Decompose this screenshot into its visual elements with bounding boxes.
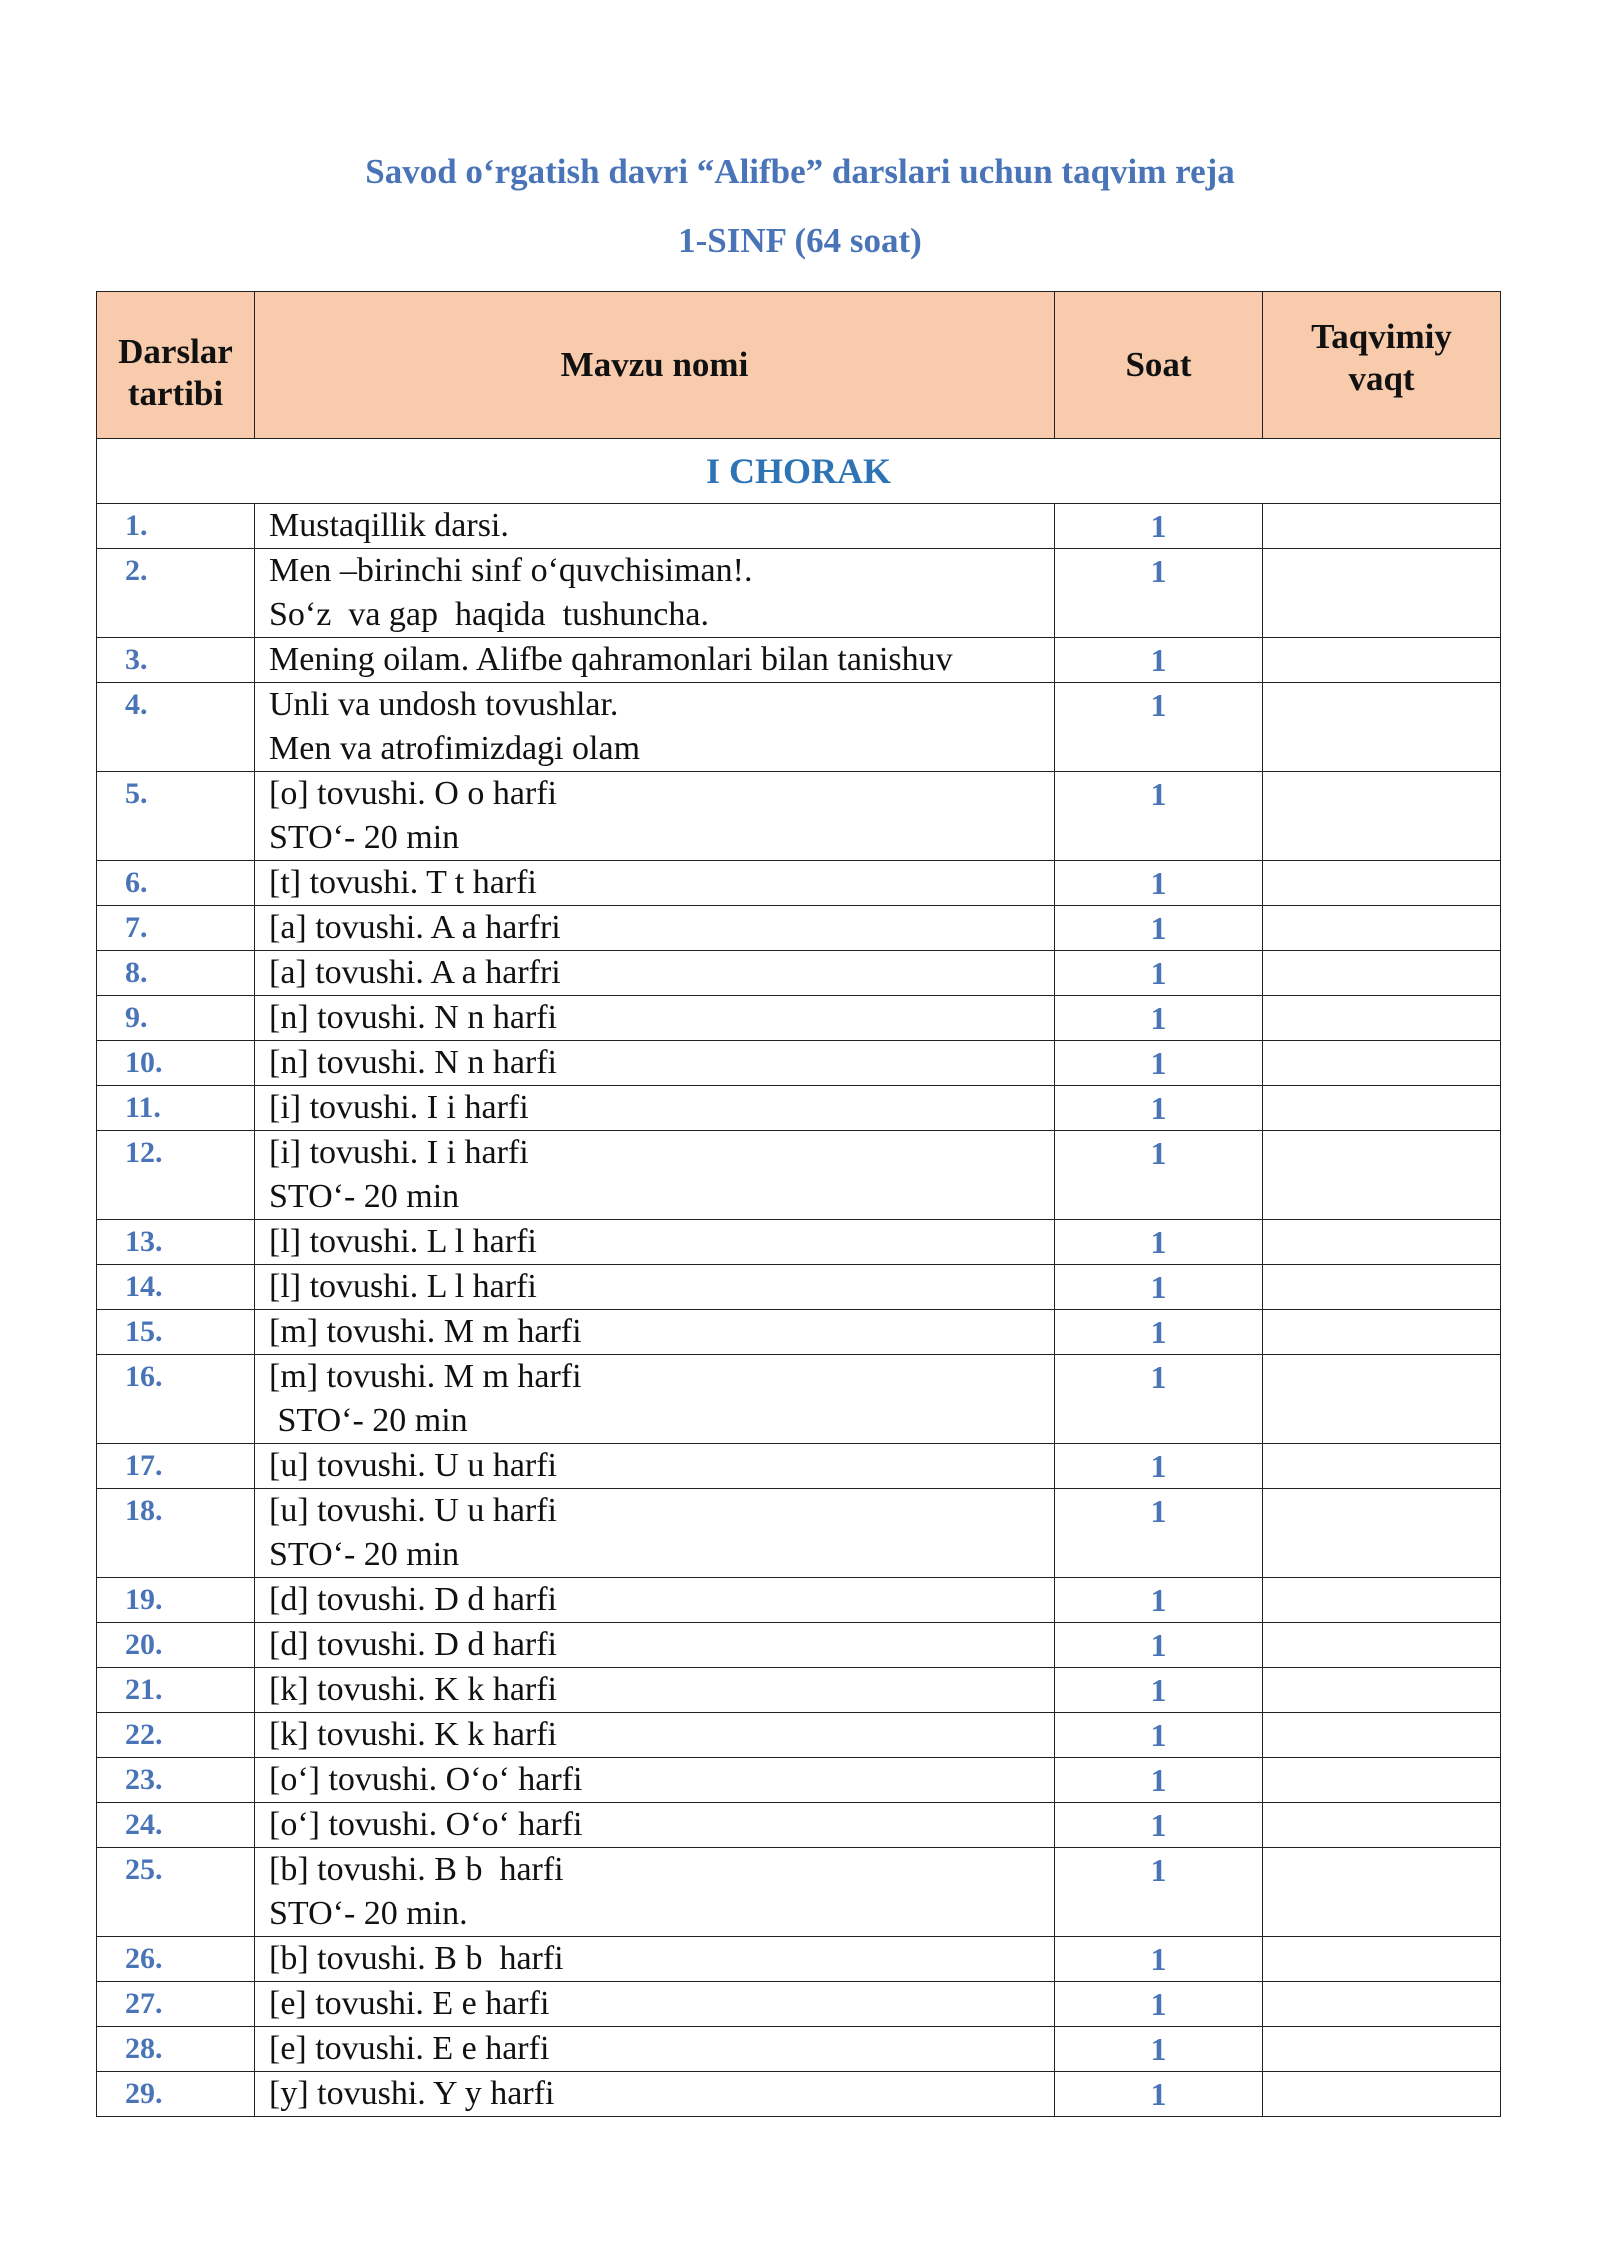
lesson-topic: [255, 1623, 1055, 1668]
lesson-topic: [255, 1131, 1055, 1220]
lesson-hours: 1: [1055, 1444, 1263, 1489]
lesson-topic-line: Mening oilam. Alifbe qahramonlari bilan tanishuv: [269, 641, 953, 678]
lesson-topic-line: [u] tovushi. U u harfi: [269, 1492, 558, 1529]
table-row: [97, 1758, 1501, 1803]
lesson-topic: [255, 1803, 1055, 1848]
lesson-hours: 1: [1055, 996, 1263, 1041]
header-topic: Mavzu nomi: [255, 292, 1055, 439]
lesson-calendar-time: [1263, 2027, 1501, 2072]
lesson-hours: 1: [1055, 861, 1263, 906]
table-row: [97, 1355, 1501, 1444]
lesson-calendar-time: [1263, 1578, 1501, 1623]
lesson-number: 13.: [97, 1220, 255, 1265]
lesson-topic: [255, 683, 1055, 772]
lesson-calendar-time: [1263, 1220, 1501, 1265]
header-lesson-order-line1: Darslar: [118, 332, 233, 371]
lesson-calendar-time: [1263, 861, 1501, 906]
lesson-calendar-time: [1263, 1668, 1501, 1713]
lesson-hours: 1: [1055, 1355, 1263, 1444]
document-subtitle: 1-SINF (64 soat): [678, 221, 922, 260]
lesson-number: 20.: [97, 1623, 255, 1668]
lesson-calendar-time: [1263, 504, 1501, 549]
lesson-hours: 1: [1055, 1848, 1263, 1937]
lesson-number: 7.: [97, 906, 255, 951]
lesson-number: 26.: [97, 1937, 255, 1982]
table-row: [97, 996, 1501, 1041]
lesson-hours: 1: [1055, 1220, 1263, 1265]
lesson-number: 24.: [97, 1803, 255, 1848]
lesson-calendar-time: [1263, 2072, 1501, 2117]
lesson-hours: 1: [1055, 1758, 1263, 1803]
lesson-topic-line: [l] tovushi. L l harfi: [269, 1223, 537, 1260]
lesson-number: 28.: [97, 2027, 255, 2072]
lesson-plan-table: [96, 291, 1501, 2117]
table-row: [97, 772, 1501, 861]
lesson-topic: [255, 504, 1055, 549]
lesson-topic: [255, 1713, 1055, 1758]
table-row: [97, 2027, 1501, 2072]
lesson-number: 17.: [97, 1444, 255, 1489]
lesson-number: 29.: [97, 2072, 255, 2117]
lesson-hours: 1: [1055, 1713, 1263, 1758]
lesson-number: 27.: [97, 1982, 255, 2027]
table-row: [97, 1623, 1501, 1668]
lesson-topic: [255, 1355, 1055, 1444]
lesson-number: 9.: [97, 996, 255, 1041]
lesson-topic: [255, 1041, 1055, 1086]
lesson-hours: 1: [1055, 1668, 1263, 1713]
header-lesson-order: [97, 292, 255, 439]
lesson-hours: 1: [1055, 1131, 1263, 1220]
lesson-topic-line: Men va atrofimizdagi olam: [269, 730, 641, 767]
lesson-number: 3.: [97, 638, 255, 683]
lesson-number: 23.: [97, 1758, 255, 1803]
lesson-calendar-time: [1263, 1131, 1501, 1220]
lesson-number: 14.: [97, 1265, 255, 1310]
lesson-number: 8.: [97, 951, 255, 996]
table-row: [97, 549, 1501, 638]
header-calendar-time: [1263, 292, 1501, 439]
lesson-topic: [255, 1489, 1055, 1578]
table-row: [97, 1578, 1501, 1623]
lesson-hours: 1: [1055, 638, 1263, 683]
lesson-topic-line: Men –birinchi sinf o‘quvchisiman!.: [269, 552, 753, 589]
table-row: [97, 861, 1501, 906]
lesson-calendar-time: [1263, 772, 1501, 861]
lesson-hours: 1: [1055, 1310, 1263, 1355]
lesson-topic-line: [o‘] tovushi. O‘o‘ harfi: [269, 1761, 583, 1798]
lesson-number: 15.: [97, 1310, 255, 1355]
lesson-topic: [255, 906, 1055, 951]
lesson-hours: 1: [1055, 1623, 1263, 1668]
lesson-topic-line: [m] tovushi. M m harfi: [269, 1313, 582, 1350]
lesson-topic-line: [n] tovushi. N n harfi: [269, 1044, 558, 1081]
lesson-topic-line: Unli va undosh tovushlar.: [269, 686, 619, 723]
lesson-number: 18.: [97, 1489, 255, 1578]
lesson-topic: [255, 2072, 1055, 2117]
lesson-calendar-time: [1263, 1444, 1501, 1489]
lesson-number: 21.: [97, 1668, 255, 1713]
lesson-number: 2.: [97, 549, 255, 638]
lesson-topic-line: So‘z va gap haqida tushuncha.: [269, 596, 709, 633]
header-calendar-time-line2: vaqt: [1348, 359, 1415, 398]
lesson-topic-line: [k] tovushi. K k harfi: [269, 1716, 558, 1753]
table-row: [97, 1444, 1501, 1489]
lesson-calendar-time: [1263, 906, 1501, 951]
table-row: [97, 1131, 1501, 1220]
lesson-topic-line: [b] tovushi. B b harfi: [269, 1851, 564, 1888]
lesson-topic: [255, 1982, 1055, 2027]
lesson-topic-line: STO‘- 20 min.: [269, 1895, 468, 1932]
lesson-hours: 1: [1055, 951, 1263, 996]
lesson-hours: 1: [1055, 2027, 1263, 2072]
table-row: [97, 1265, 1501, 1310]
lesson-topic: [255, 1758, 1055, 1803]
lesson-topic: [255, 2027, 1055, 2072]
lesson-topic-line: [d] tovushi. D d harfi: [269, 1581, 558, 1618]
lesson-topic: [255, 1444, 1055, 1489]
lesson-topic-line: [e] tovushi. E e harfi: [269, 1985, 550, 2022]
table-row: [97, 1668, 1501, 1713]
section-title: I CHORAK: [97, 439, 1501, 504]
lesson-hours: 1: [1055, 772, 1263, 861]
lesson-topic-line: Mustaqillik darsi.: [269, 507, 509, 544]
lesson-number: 22.: [97, 1713, 255, 1758]
header-calendar-time-line1: Taqvimiy: [1311, 317, 1452, 356]
table-row: [97, 504, 1501, 549]
lesson-topic: [255, 1668, 1055, 1713]
lesson-calendar-time: [1263, 638, 1501, 683]
lesson-hours: 1: [1055, 1803, 1263, 1848]
lesson-topic-line: [o‘] tovushi. O‘o‘ harfi: [269, 1806, 583, 1843]
lesson-topic-line: [t] tovushi. T t harfi: [269, 864, 537, 901]
lesson-number: 16.: [97, 1355, 255, 1444]
section-row: [97, 439, 1501, 504]
table-row: [97, 1937, 1501, 1982]
table-row: [97, 2072, 1501, 2117]
lesson-hours: 1: [1055, 1265, 1263, 1310]
lesson-hours: 1: [1055, 1982, 1263, 2027]
lesson-topic: [255, 1220, 1055, 1265]
lesson-calendar-time: [1263, 1937, 1501, 1982]
lesson-number: 10.: [97, 1041, 255, 1086]
lesson-topic-line: [i] tovushi. I i harfi: [269, 1134, 529, 1171]
lesson-calendar-time: [1263, 1041, 1501, 1086]
table-row: [97, 638, 1501, 683]
lesson-topic-line: [l] tovushi. L l harfi: [269, 1268, 537, 1305]
lesson-topic: [255, 549, 1055, 638]
lesson-number: 6.: [97, 861, 255, 906]
lesson-calendar-time: [1263, 683, 1501, 772]
lesson-calendar-time: [1263, 1982, 1501, 2027]
lesson-number: 25.: [97, 1848, 255, 1937]
table-row: [97, 683, 1501, 772]
lesson-calendar-time: [1263, 1803, 1501, 1848]
table-row: [97, 906, 1501, 951]
lesson-number: 5.: [97, 772, 255, 861]
table-row: [97, 1848, 1501, 1937]
lesson-topic-line: [u] tovushi. U u harfi: [269, 1447, 558, 1484]
lesson-calendar-time: [1263, 1848, 1501, 1937]
lesson-topic-line: [d] tovushi. D d harfi: [269, 1626, 558, 1663]
table-row: [97, 1310, 1501, 1355]
lesson-topic-line: [a] tovushi. A a harfri: [269, 954, 561, 991]
lesson-calendar-time: [1263, 1758, 1501, 1803]
lesson-calendar-time: [1263, 1489, 1501, 1578]
lesson-hours: 1: [1055, 504, 1263, 549]
table-header: [97, 292, 1501, 439]
lesson-calendar-time: [1263, 1086, 1501, 1131]
lesson-number: 19.: [97, 1578, 255, 1623]
lesson-topic: [255, 1848, 1055, 1937]
lesson-topic: [255, 772, 1055, 861]
table-row: [97, 1489, 1501, 1578]
lesson-number: 11.: [97, 1086, 255, 1131]
lesson-calendar-time: [1263, 951, 1501, 996]
header-lesson-order-line2: tartibi: [127, 374, 224, 413]
header-hours: Soat: [1055, 292, 1263, 439]
lesson-hours: 1: [1055, 1489, 1263, 1578]
table-row: [97, 1086, 1501, 1131]
lesson-topic-line: [k] tovushi. K k harfi: [269, 1671, 558, 1708]
lesson-topic: [255, 1265, 1055, 1310]
table-row: [97, 1803, 1501, 1848]
lesson-topic-line: [n] tovushi. N n harfi: [269, 999, 558, 1036]
table-row: [97, 951, 1501, 996]
lesson-topic: [255, 1086, 1055, 1131]
table-row: [97, 1041, 1501, 1086]
lesson-topic-line: STO‘- 20 min: [269, 1536, 460, 1573]
lesson-topic-line: [b] tovushi. B b harfi: [269, 1940, 564, 1977]
lesson-topic-line: [o] tovushi. O o harfi: [269, 775, 558, 812]
lesson-calendar-time: [1263, 1355, 1501, 1444]
lesson-hours: 1: [1055, 1937, 1263, 1982]
lesson-topic: [255, 951, 1055, 996]
lesson-number: 4.: [97, 683, 255, 772]
lesson-topic: [255, 638, 1055, 683]
lesson-topic-line: STO‘- 20 min: [269, 819, 460, 856]
lesson-topic: [255, 996, 1055, 1041]
table-row: [97, 1713, 1501, 1758]
lesson-calendar-time: [1263, 1623, 1501, 1668]
table-row: [97, 1982, 1501, 2027]
lesson-hours: 1: [1055, 1086, 1263, 1131]
lesson-hours: 1: [1055, 683, 1263, 772]
lesson-hours: 1: [1055, 549, 1263, 638]
lesson-topic-line: STO‘- 20 min: [269, 1178, 460, 1215]
lesson-topic-line: STO‘- 20 min: [269, 1402, 468, 1439]
lesson-hours: 1: [1055, 1041, 1263, 1086]
lesson-topic-line: [m] tovushi. M m harfi: [269, 1358, 582, 1395]
table-body: [97, 439, 1501, 2117]
lesson-calendar-time: [1263, 996, 1501, 1041]
lesson-calendar-time: [1263, 1310, 1501, 1355]
lesson-topic: [255, 861, 1055, 906]
lesson-topic-line: [e] tovushi. E e harfi: [269, 2030, 550, 2067]
lesson-topic: [255, 1937, 1055, 1982]
lesson-topic-line: [a] tovushi. A a harfri: [269, 909, 561, 946]
lesson-topic-line: [i] tovushi. I i harfi: [269, 1089, 529, 1126]
document-title: Savod o‘rgatish davri “Alifbe” darslari uchun taqvim reja: [365, 152, 1235, 191]
lesson-topic: [255, 1310, 1055, 1355]
lesson-hours: 1: [1055, 2072, 1263, 2117]
lesson-calendar-time: [1263, 1713, 1501, 1758]
lesson-calendar-time: [1263, 549, 1501, 638]
lesson-calendar-time: [1263, 1265, 1501, 1310]
lesson-topic: [255, 1578, 1055, 1623]
lesson-hours: 1: [1055, 906, 1263, 951]
lesson-hours: 1: [1055, 1578, 1263, 1623]
table-row: [97, 1220, 1501, 1265]
lesson-number: 12.: [97, 1131, 255, 1220]
lesson-number: 1.: [97, 504, 255, 549]
lesson-topic-line: [y] tovushi. Y y harfi: [269, 2075, 555, 2112]
